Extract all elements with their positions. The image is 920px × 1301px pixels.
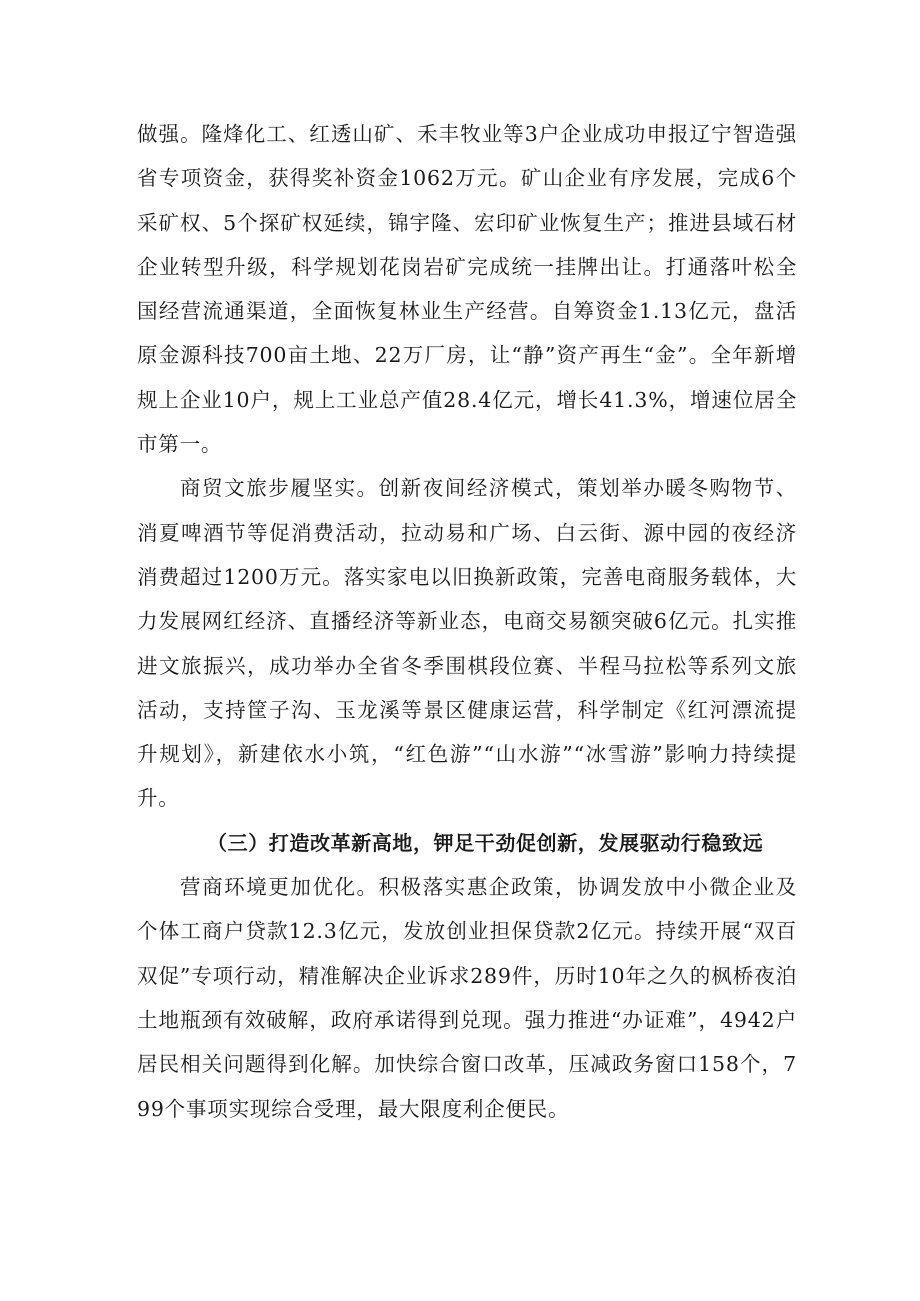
section-heading: （三）打造改革新高地，钾足干劲促创新，发展驱动行稳致远: [207, 830, 764, 855]
paragraph-industry: 做强。隆烽化工、红透山矿、禾丰牧业等3户企业成功申报辽宁智造强省专项资金，获得奖补资金1062万元。矿山企业有序发展，完成6个采矿权、5个探矿权延续，锦宇隆、宏印矿业恢复生产；推进县域石材企业转型升级，科学规划花岗岩矿完成统一挂牌出让。打通落叶松全国经营流通渠道，全面恢复林业生产经营。自筹资金1.13亿元，盘活原金源科技700亩土地、22万厂房，让“静”资产再生“金”。全年新增规上企业10户，规上工业总产值28.4亿元，增长41.3%，增速位居全市第一。: [137, 122, 797, 457]
paragraph-commerce-tourism: 商贸文旅步履坚实。创新夜间经济模式，策划举办暖冬购物节、消夏啤酒节等促消费活动，拉动易和广场、白云街、源中园的夜经济消费超过1200万元。落实家电以旧换新政策，完善电商服务载体，大力发展网红经济、直播经济等新业态，电商交易额突破6亿元。扎实推进文旅振兴，成功举办全省冬季围棋段位赛、半程马拉松等系列文旅活动，支持筐子沟、玉龙溪等景区健康运营，科学制定《红河漂流提升规划》，新建依水小筑，“红色游”“山水游”“冰雪游”影响力持续提升。: [137, 476, 797, 811]
paragraph-business-environment: 营商环境更加优化。积极落实惠企政策，协调发放中小微企业及个体工商户贷款12.3亿元，发放创业担保贷款2亿元。持续开展“双百双促”专项行动，精准解决企业诉求289件，历时10年之久的枫桥夜泊土地瓶颈有效破解，政府承诺得到兑现。强力推进“办证难”，4942户居民相关问题得到化解。加快综合窗口改革，压减政务窗口158个，799个事项实现综合受理，最大限度利企便民。: [137, 875, 797, 1121]
document-body: [137, 112, 797, 1131]
